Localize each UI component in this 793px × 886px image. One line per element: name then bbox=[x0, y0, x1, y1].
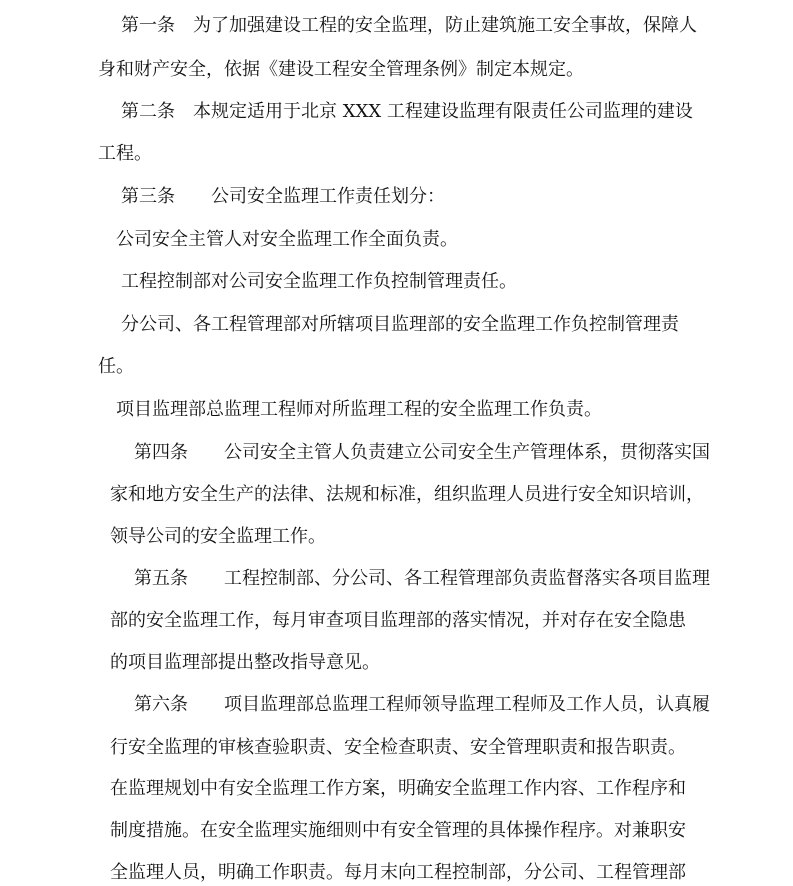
article-3-line-3 bbox=[121, 269, 517, 295]
line-text: 制度措施。在安全监理实施细则中有安全管理的具体操作程序。对兼职安 bbox=[110, 820, 686, 841]
line-text: 分公司、各工程管理部对所辖项目监理部的安全监理工作负控制管理责 bbox=[121, 314, 679, 335]
article-3-line-6 bbox=[116, 397, 602, 423]
line-text: 部的安全监理工作，每月审查项目监理部的落实情况，并对存在安全隐患 bbox=[110, 610, 686, 631]
article-6-line-4 bbox=[110, 818, 686, 844]
line-text: 项目监理部总监理工程师对所监理工程的安全监理工作负责。 bbox=[116, 399, 602, 420]
article-label: 第一条 bbox=[121, 15, 175, 36]
article-label: 第三条 bbox=[121, 186, 175, 207]
article-5-line-3 bbox=[110, 650, 380, 676]
line-text: 公司安全主管人负责建立公司安全生产管理体系，贯彻落实国 bbox=[224, 442, 710, 463]
article-label: 第五条 bbox=[134, 568, 188, 589]
article-2-line-2 bbox=[98, 141, 152, 167]
line-text: 工程控制部对公司安全监理工作负控制管理责任。 bbox=[121, 271, 517, 292]
line-text: 在监理规划中有安全监理工作方案，明确安全监理工作内容、工作程序和 bbox=[110, 778, 686, 799]
line-text: 为了加强建设工程的安全监理，防止建筑施工安全事故，保障人 bbox=[193, 15, 697, 36]
article-6-line-5 bbox=[110, 860, 686, 886]
article-6-line-2 bbox=[110, 735, 686, 761]
line-text: 身和财产安全，依据《建设工程安全管理条例》制定本规定。 bbox=[98, 59, 584, 80]
article-5-line-2 bbox=[110, 608, 686, 634]
line-text: 公司安全主管人对安全监理工作全面负责。 bbox=[116, 229, 458, 250]
article-1-line-1 bbox=[121, 13, 697, 39]
line-text: 家和地方安全生产的法律、法规和标准，组织监理人员进行安全知识培训， bbox=[110, 484, 704, 505]
article-2-line-1 bbox=[121, 99, 693, 125]
article-6-line-3 bbox=[110, 776, 686, 802]
line-text: 行安全监理的审核查验职责、安全检查职责、安全管理职责和报告职责。 bbox=[110, 737, 686, 758]
line-text: 公司安全监理工作责任划分： bbox=[211, 186, 445, 207]
article-4-line-2 bbox=[110, 482, 704, 508]
article-3-line-2 bbox=[116, 227, 458, 253]
article-label: 第六条 bbox=[134, 694, 188, 715]
article-label: 第四条 bbox=[134, 442, 188, 463]
article-6-line-1 bbox=[134, 692, 710, 718]
line-text: 工程控制部、分公司、各工程管理部负责监督落实各项目监理 bbox=[224, 568, 710, 589]
line-text: 任。 bbox=[98, 356, 134, 377]
article-3-line-5 bbox=[98, 354, 134, 380]
article-label: 第二条 bbox=[121, 101, 175, 122]
article-3-line-4 bbox=[121, 312, 679, 338]
article-5-line-1 bbox=[134, 566, 710, 592]
article-3-line-1 bbox=[121, 184, 445, 210]
line-text: 工程。 bbox=[98, 143, 152, 164]
article-1-line-2 bbox=[98, 57, 584, 83]
article-4-line-1 bbox=[134, 440, 710, 466]
article-4-line-3 bbox=[110, 524, 326, 550]
line-text: 全监理人员，明确工作职责。每月末向工程控制部，分公司、工程管理部 bbox=[110, 862, 686, 883]
line-text: 领导公司的安全监理工作。 bbox=[110, 526, 326, 547]
line-text: 本规定适用于北京 XXX 工程建设监理有限责任公司监理的建设 bbox=[193, 101, 693, 122]
line-text: 的项目监理部提出整改指导意见。 bbox=[110, 652, 380, 673]
line-text: 项目监理部总监理工程师领导监理工程师及工作人员，认真履 bbox=[224, 694, 710, 715]
